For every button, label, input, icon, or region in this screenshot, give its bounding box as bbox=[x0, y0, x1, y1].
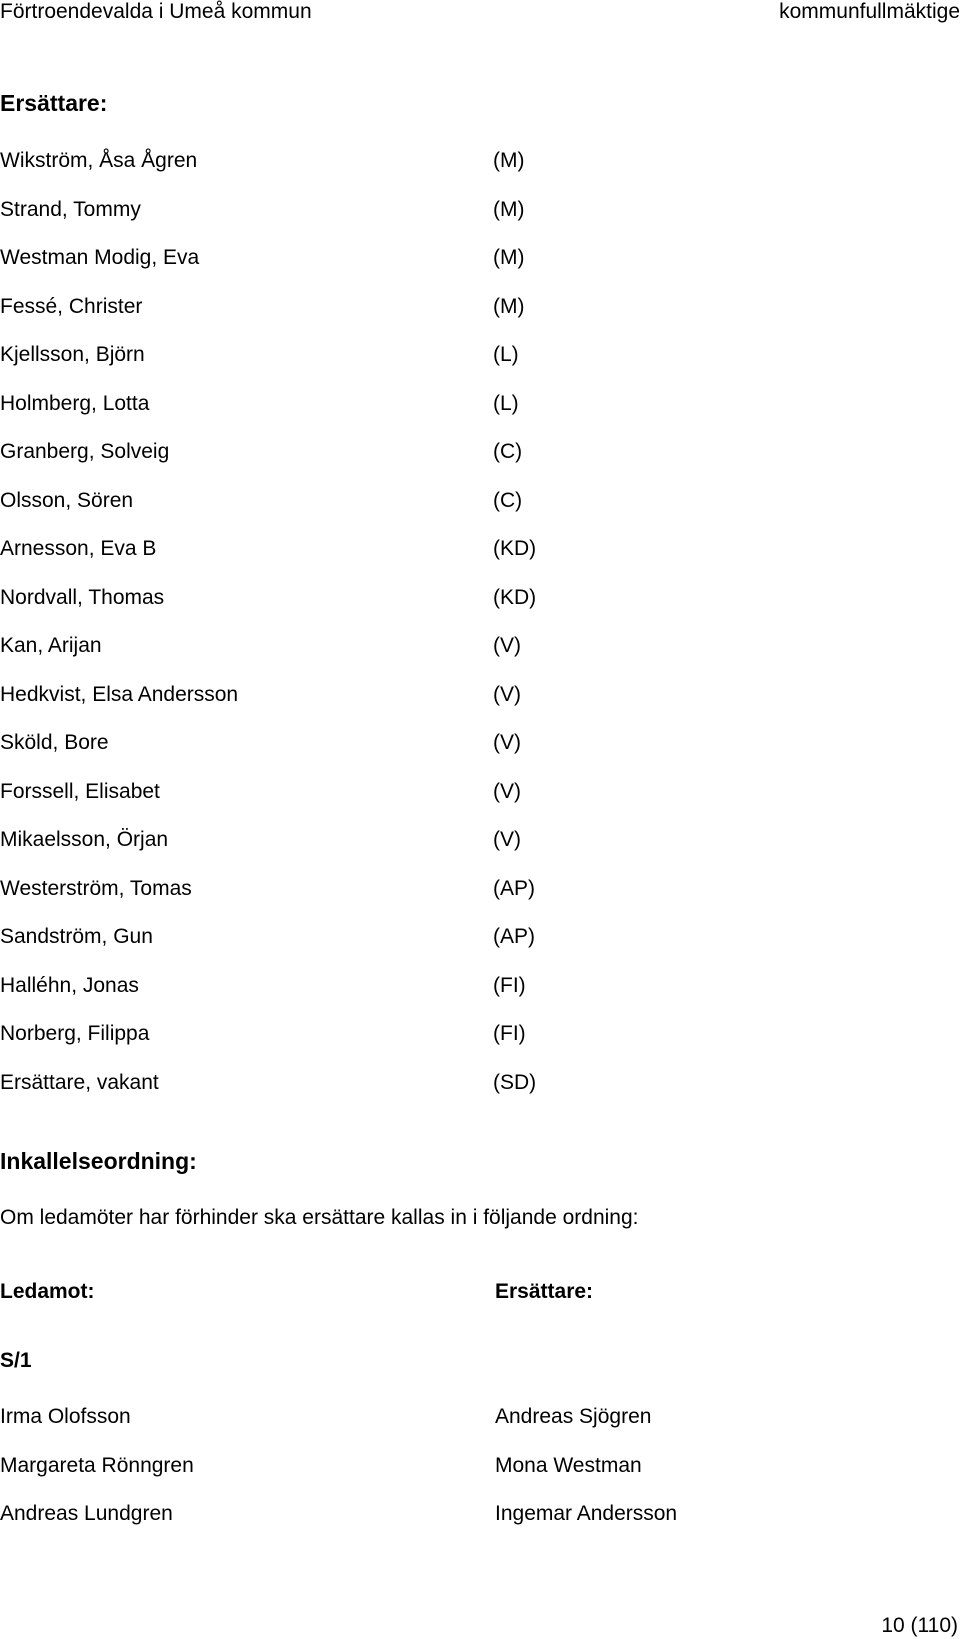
substitute-row bbox=[0, 1022, 600, 1071]
substitute-name: Fessé, Christer bbox=[0, 294, 143, 318]
substitute-row bbox=[0, 974, 600, 1023]
substitute-party: (AP) bbox=[493, 876, 535, 900]
substitute-row bbox=[0, 634, 600, 683]
member-name: Andreas Lundgren bbox=[0, 1502, 173, 1525]
substitute-name: Sköld, Bore bbox=[0, 731, 109, 754]
substitute-name: Mikaelsson, Örjan bbox=[0, 828, 169, 851]
substitute-name: Forssell, Elisabet bbox=[0, 779, 160, 803]
substitute-row bbox=[0, 925, 600, 974]
substitute-row bbox=[0, 440, 600, 489]
substitutes-heading: Ersättare: bbox=[0, 90, 108, 116]
substitute-name: Olsson, Sören bbox=[0, 488, 134, 512]
substitute-party: (M) bbox=[493, 197, 525, 221]
substitute-row bbox=[0, 877, 600, 926]
substitute-party: (L) bbox=[493, 391, 519, 415]
group-label: S/1 bbox=[0, 1349, 32, 1372]
call-order-intro: Om ledamöter har förhinder ska ersättare kallas in i följande ordning: bbox=[0, 1206, 639, 1229]
substitute-name: Ersättare, vakant bbox=[0, 1070, 159, 1094]
substitute-party: (KD) bbox=[493, 537, 537, 560]
substitute-party: (M) bbox=[493, 149, 525, 172]
substitute-name: Ingemar Andersson bbox=[495, 1502, 678, 1525]
substitute-name: Mona Westman bbox=[495, 1453, 642, 1477]
substitute-row bbox=[0, 246, 600, 295]
substitute-column-header: Ersättare: bbox=[495, 1280, 594, 1303]
header-body: kommunfullmäktige bbox=[779, 0, 960, 23]
substitute-party: (V) bbox=[493, 634, 521, 657]
call-order-row bbox=[0, 1454, 900, 1503]
page-number: 10 (110) bbox=[881, 1614, 958, 1637]
substitute-row bbox=[0, 392, 600, 441]
substitute-party: (FI) bbox=[493, 973, 526, 997]
substitute-party: (V) bbox=[493, 779, 521, 803]
substitute-name: Westerström, Tomas bbox=[0, 876, 192, 900]
substitute-name: Arnesson, Eva B bbox=[0, 537, 157, 560]
substitute-party: (L) bbox=[493, 343, 519, 366]
header-organization: Förtroendevalda i Umeå kommun bbox=[0, 0, 312, 23]
substitute-row bbox=[0, 683, 600, 732]
substitute-party: (FI) bbox=[493, 1022, 526, 1045]
substitute-row bbox=[0, 537, 600, 586]
substitute-party: (V) bbox=[493, 828, 521, 851]
substitute-party: (KD) bbox=[493, 585, 537, 609]
substitute-row bbox=[0, 1071, 600, 1120]
substitute-name: Norberg, Filippa bbox=[0, 1022, 150, 1045]
substitute-name: Nordvall, Thomas bbox=[0, 585, 165, 609]
substitute-row bbox=[0, 731, 600, 780]
member-name: Irma Olofsson bbox=[0, 1405, 131, 1428]
substitute-name: Kjellsson, Björn bbox=[0, 343, 145, 366]
substitute-name: Sandström, Gun bbox=[0, 925, 153, 948]
substitute-row bbox=[0, 780, 600, 829]
substitute-row bbox=[0, 828, 600, 877]
substitute-name: Granberg, Solveig bbox=[0, 440, 170, 463]
substitute-name: Kan, Arijan bbox=[0, 634, 102, 657]
substitute-row bbox=[0, 343, 600, 392]
substitute-row bbox=[0, 586, 600, 635]
call-order-row bbox=[0, 1502, 900, 1551]
member-column-header: Ledamot: bbox=[0, 1280, 95, 1303]
substitute-row bbox=[0, 295, 600, 344]
substitute-name: Holmberg, Lotta bbox=[0, 391, 150, 415]
substitute-party: (M) bbox=[493, 246, 525, 269]
substitute-party: (AP) bbox=[493, 925, 535, 948]
substitute-name: Wikström, Åsa Ågren bbox=[0, 149, 198, 172]
substitute-name: Hedkvist, Elsa Andersson bbox=[0, 682, 239, 706]
member-name: Margareta Rönngren bbox=[0, 1453, 194, 1477]
call-order-pairs bbox=[0, 1405, 900, 1551]
substitutes-list bbox=[0, 149, 600, 1119]
substitute-name: Strand, Tommy bbox=[0, 197, 141, 221]
substitute-party: (V) bbox=[493, 682, 521, 706]
substitute-party: (C) bbox=[493, 488, 523, 512]
substitute-row bbox=[0, 198, 600, 247]
substitute-row bbox=[0, 149, 600, 198]
substitute-party: (M) bbox=[493, 294, 525, 318]
substitute-row bbox=[0, 489, 600, 538]
substitute-party: (SD) bbox=[493, 1070, 537, 1094]
substitute-name: Andreas Sjögren bbox=[495, 1405, 652, 1428]
call-order-row bbox=[0, 1405, 900, 1454]
call-order-heading: Inkallelseordning: bbox=[0, 1148, 197, 1174]
substitute-name: Westman Modig, Eva bbox=[0, 246, 200, 269]
substitute-name: Halléhn, Jonas bbox=[0, 973, 139, 997]
substitute-party: (C) bbox=[493, 440, 523, 463]
substitute-party: (V) bbox=[493, 731, 521, 754]
